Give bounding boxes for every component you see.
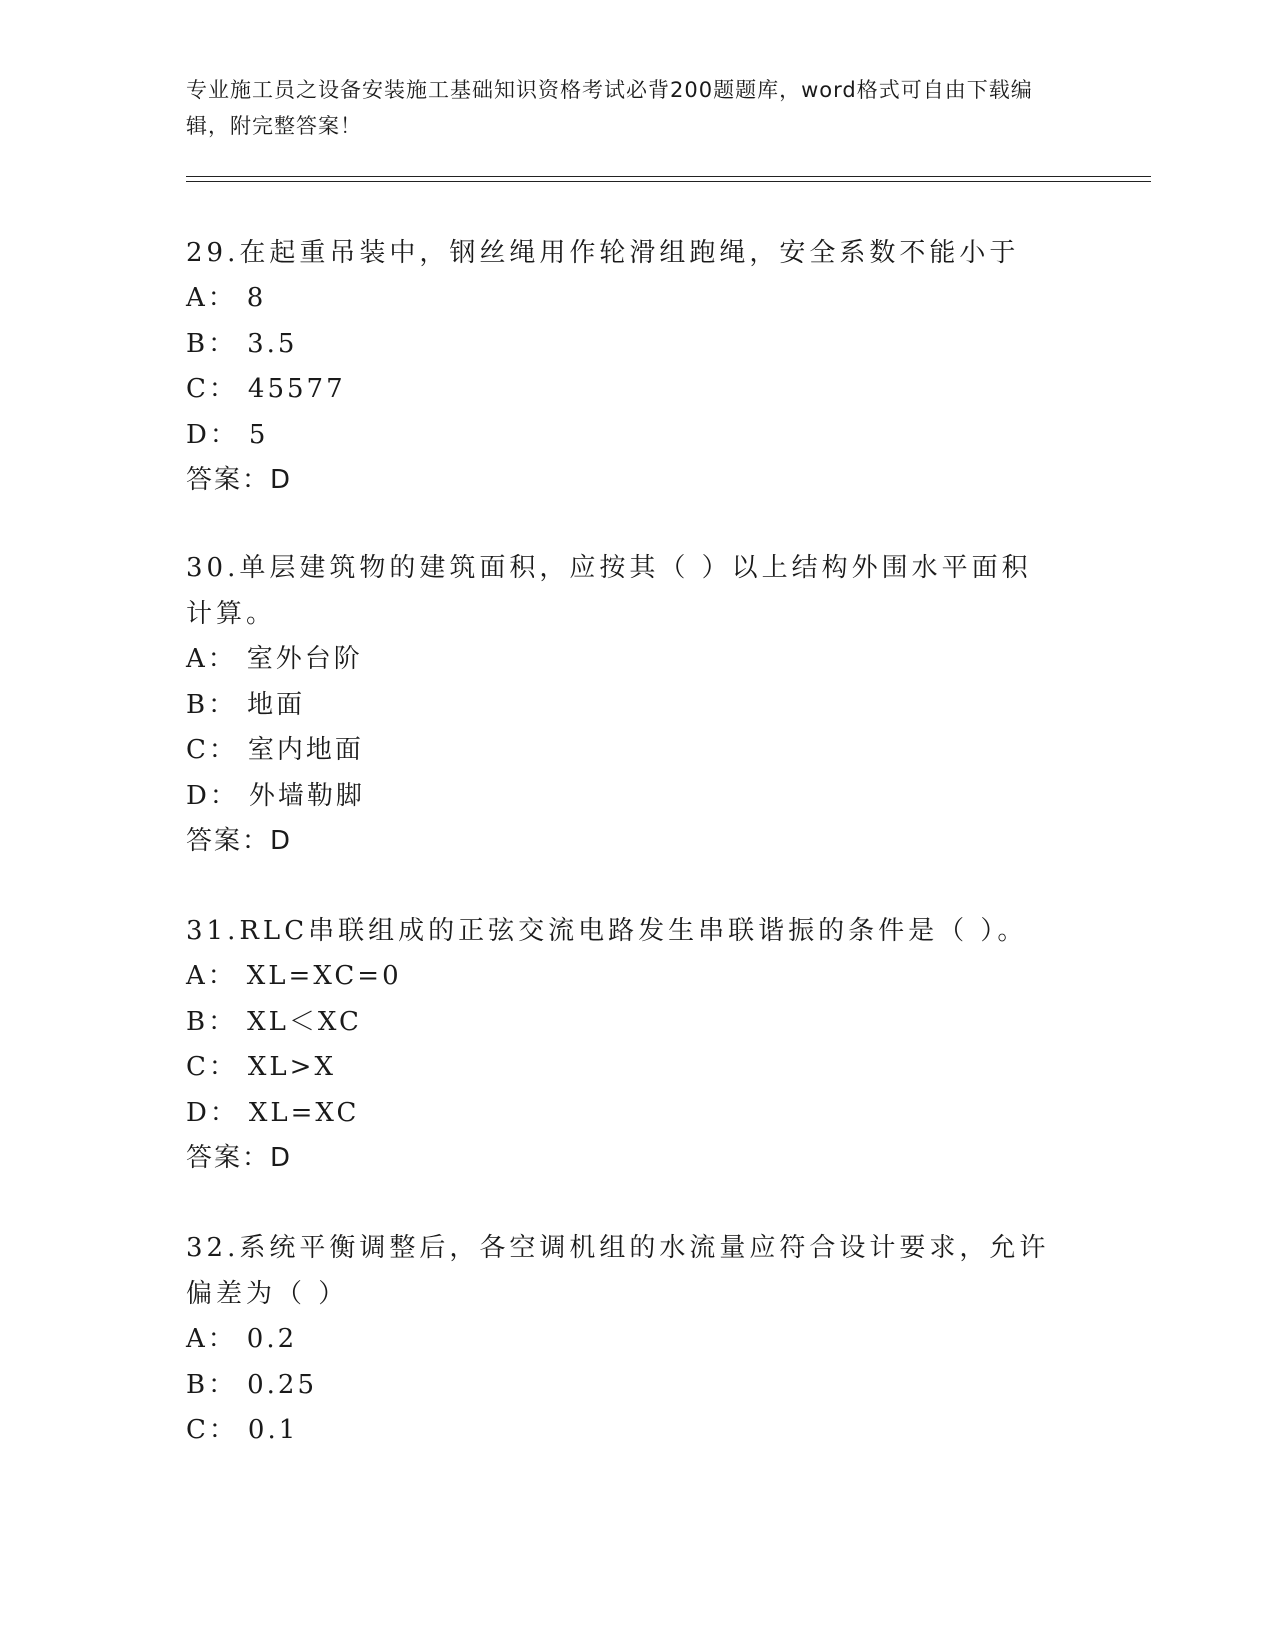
option-b <box>186 1363 1066 1409</box>
question-stem: 29.在起重吊装中，钢丝绳用作轮滑组跑绳，安全系数不能小于 <box>186 238 1020 268</box>
option-text: 8 <box>246 283 267 313</box>
option-key: D： <box>186 419 239 450</box>
option-text: XL＜XC <box>247 1006 362 1037</box>
option-c <box>186 728 1051 774</box>
question-stem: 32.系统平衡调整后，各空调机组的水流量应符合设计要求，允许偏差为（ ） <box>186 1233 1050 1309</box>
answer: 答案：D <box>186 1143 293 1173</box>
option-c <box>186 1045 1086 1091</box>
option-text: 地面 <box>247 689 306 720</box>
option-key: D： <box>186 780 239 811</box>
question-32 <box>186 1225 1066 1454</box>
question-30 <box>186 545 1051 864</box>
option-key: A： <box>186 1324 237 1354</box>
option-key: C： <box>186 1052 238 1082</box>
option-a <box>186 637 1051 683</box>
option-text: 45577 <box>247 374 346 404</box>
option-key: C： <box>186 1415 238 1445</box>
option-key: C： <box>186 735 238 765</box>
option-text: XL>X <box>247 1052 336 1082</box>
option-a <box>186 954 1086 1000</box>
option-c <box>186 1408 1066 1454</box>
option-key: A： <box>186 283 237 313</box>
option-c <box>186 367 1086 413</box>
option-a <box>186 1317 1066 1363</box>
option-text: XL=XC=0 <box>246 961 402 991</box>
option-key: A： <box>186 961 237 991</box>
option-key: C： <box>186 374 238 404</box>
option-text: 0.2 <box>246 1324 298 1354</box>
answer: 答案：D <box>186 465 293 495</box>
answer: 答案：D <box>186 826 293 856</box>
option-key: A： <box>186 644 237 674</box>
option-text: 3.5 <box>247 328 298 359</box>
option-key: D： <box>186 1097 239 1128</box>
question-31 <box>186 908 1086 1181</box>
option-b <box>186 322 1086 368</box>
option-key: B： <box>186 689 238 720</box>
header-divider-bottom <box>186 181 1151 182</box>
question-29 <box>186 230 1086 503</box>
option-text: 0.1 <box>247 1415 299 1445</box>
option-text: 室外台阶 <box>246 644 363 674</box>
option-a <box>186 276 1086 322</box>
option-text: 室内地面 <box>247 735 364 765</box>
option-text: XL=XC <box>248 1097 360 1128</box>
option-text: 5 <box>248 419 269 450</box>
question-stem: 30.单层建筑物的建筑面积，应按其（ ）以上结构外围水平面积计算。 <box>186 553 1032 629</box>
header-divider-top <box>186 176 1151 177</box>
option-b <box>186 683 1051 729</box>
option-d <box>186 774 1051 820</box>
document-header: 专业施工员之设备安装施工基础知识资格考试必背200题题库，word格式可自由下载编辑，附完整答案！ <box>186 78 1033 138</box>
option-text: 外墙勒脚 <box>248 780 365 811</box>
option-d <box>186 1091 1086 1137</box>
option-d <box>186 413 1086 459</box>
option-text: 0.25 <box>247 1369 317 1400</box>
option-key: B： <box>186 328 238 359</box>
option-key: B： <box>186 1006 238 1037</box>
question-stem: 31.RLC串联组成的正弦交流电路发生串联谐振的条件是（ ）。 <box>186 916 1028 946</box>
option-key: B： <box>186 1369 238 1400</box>
option-b <box>186 1000 1086 1046</box>
